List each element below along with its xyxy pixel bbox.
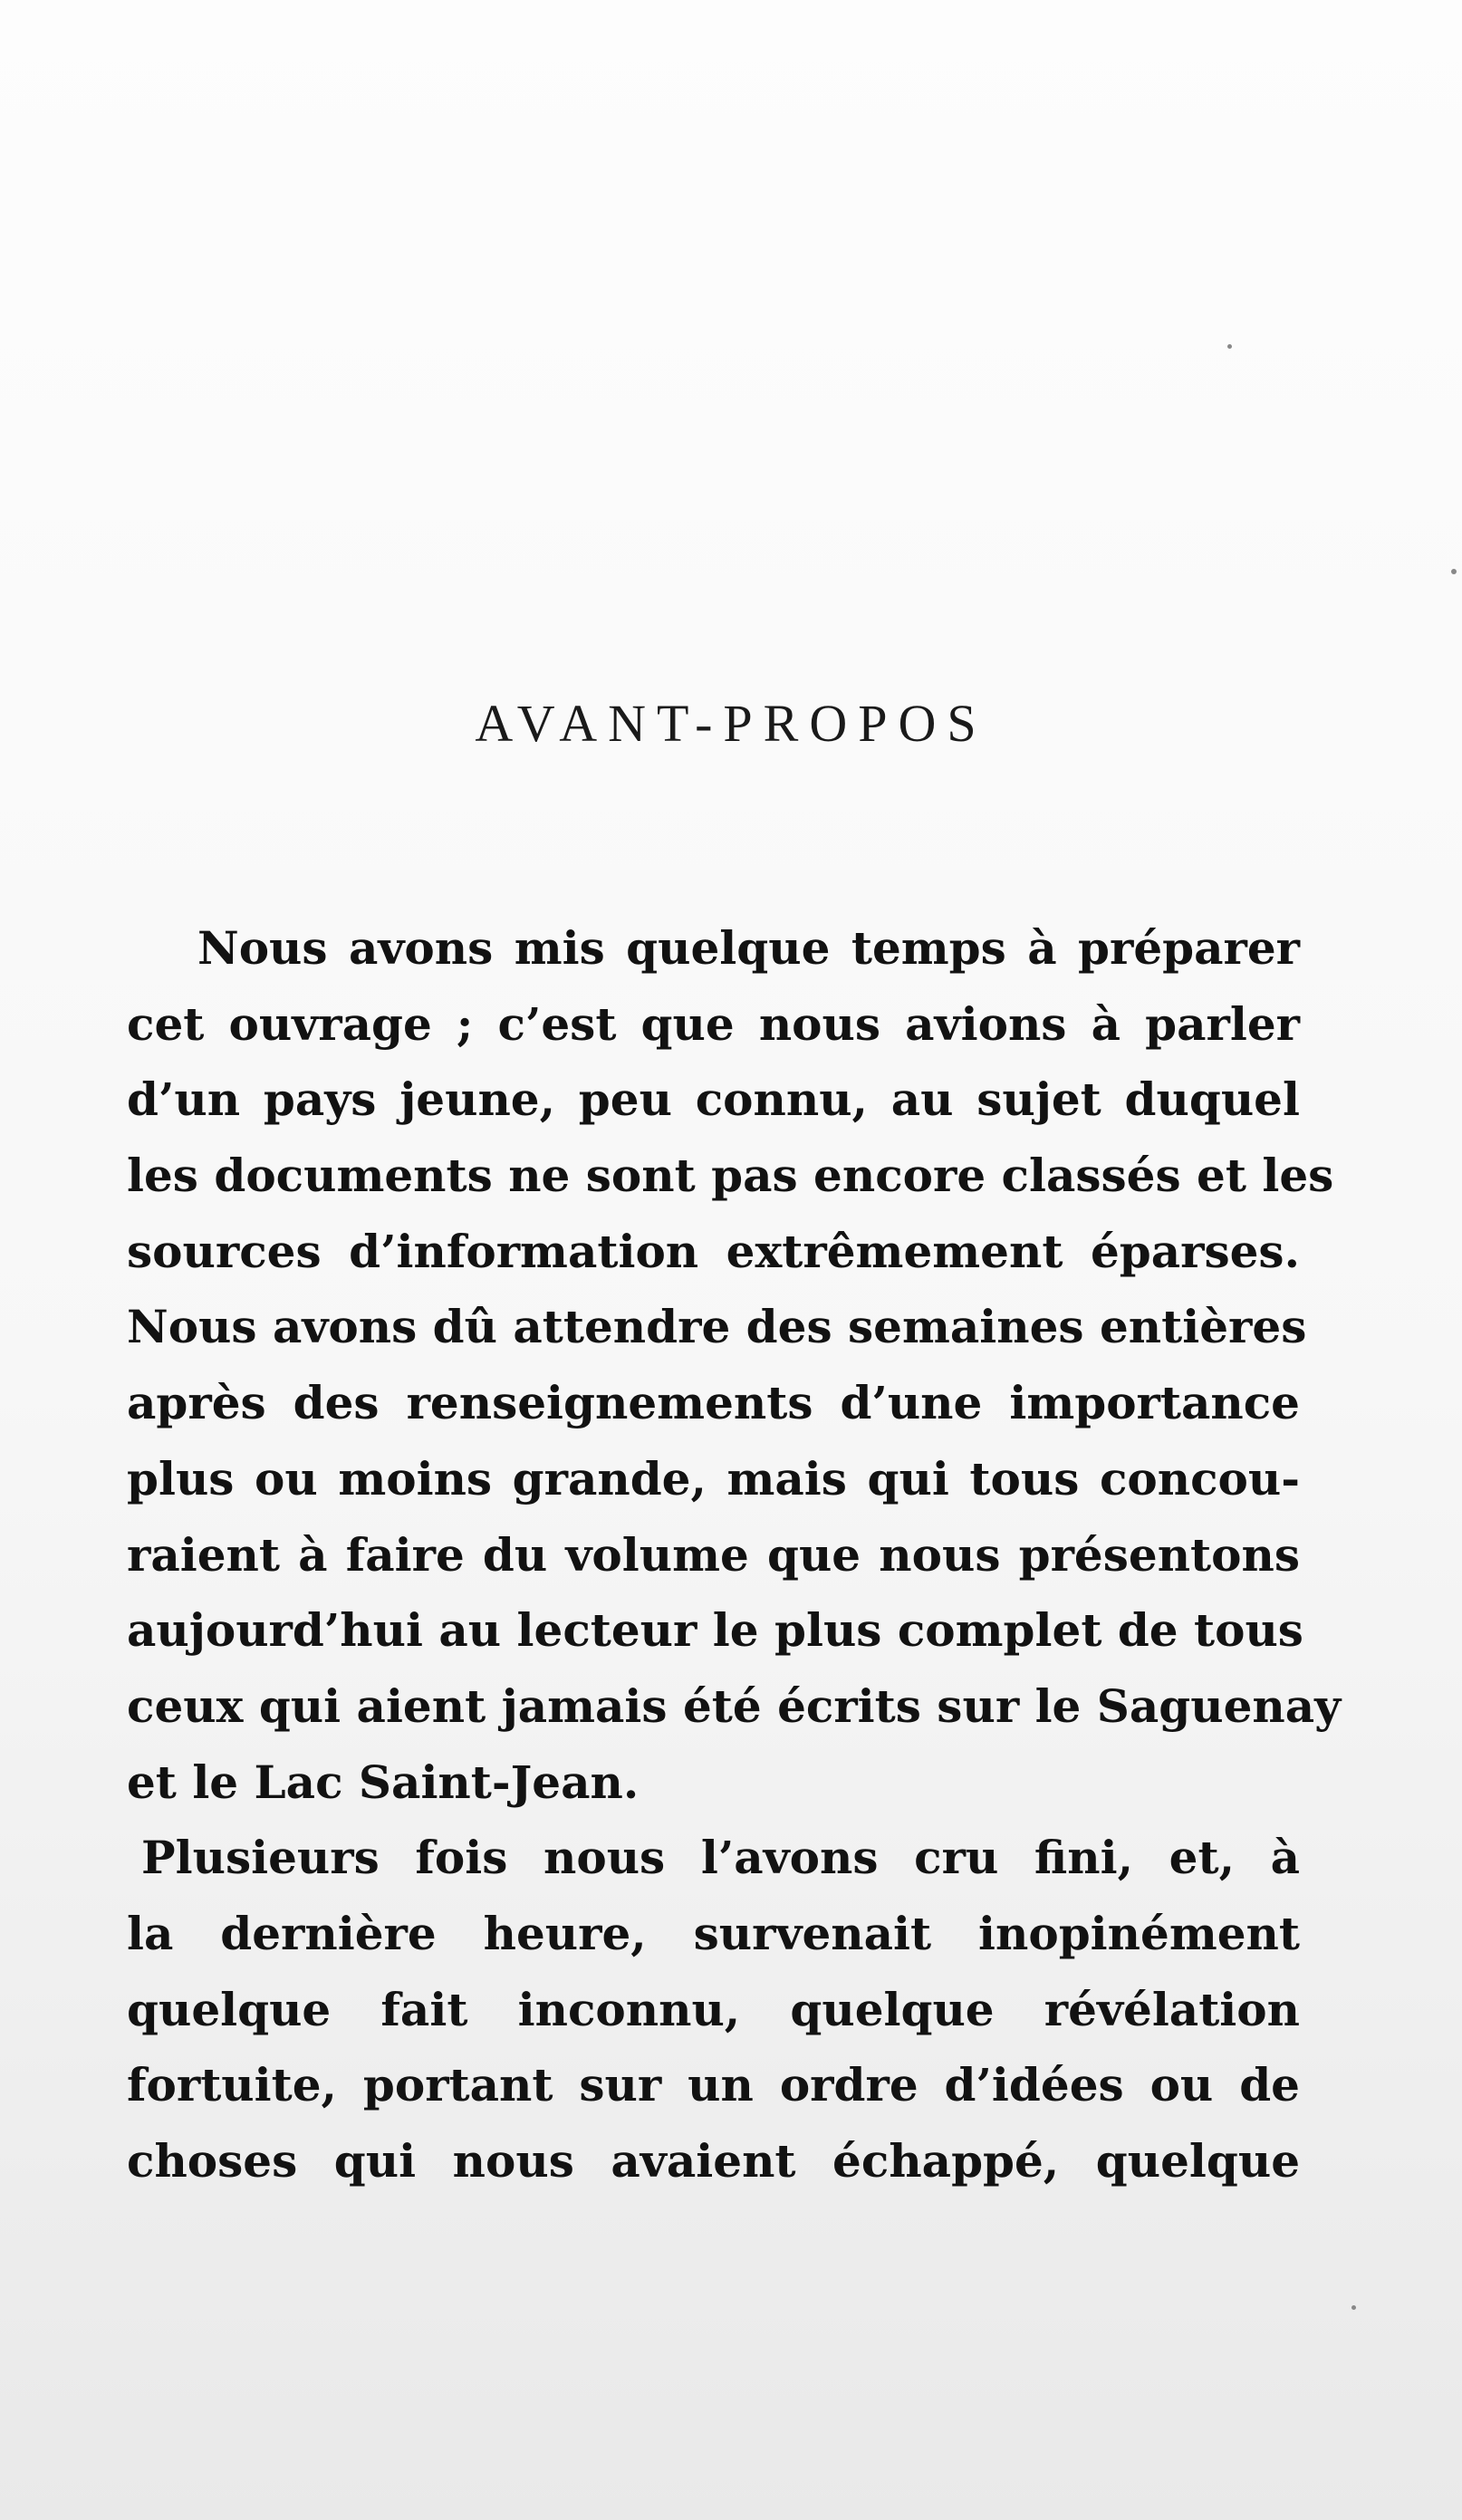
text-line: sources d’information extrêmement éparses. bbox=[127, 1224, 1300, 1278]
text-line: après des renseignements d’une importance bbox=[127, 1376, 1300, 1430]
paper-speck bbox=[1227, 344, 1232, 349]
text-line: Nous avons dû attendre des semaines entières bbox=[127, 1300, 1307, 1354]
text-line: d’un pays jeune, peu connu, au sujet duquel bbox=[127, 1072, 1300, 1127]
text-line: la dernière heure, survenait inopinément bbox=[127, 1906, 1300, 1960]
text-line: raient à faire du volume que nous présentons bbox=[127, 1527, 1300, 1582]
text-line: choses qui nous avaient échappé, quelque bbox=[127, 2134, 1300, 2188]
text-line: Nous avons mis quelque temps à préparer bbox=[197, 921, 1300, 975]
paper-speck bbox=[1451, 569, 1457, 574]
text-line: cet ouvrage ; c’est que nous avions à parler bbox=[127, 996, 1300, 1051]
text-line: plus ou moins grande, mais qui tous concou- bbox=[127, 1451, 1300, 1505]
page-title: AVANT-PROPOS bbox=[475, 694, 987, 753]
text-line: fortuite, portant sur un ordre d’idées ou de bbox=[127, 2058, 1300, 2112]
body-text bbox=[127, 910, 1342, 2199]
text-line: Plusieurs fois nous l’avons cru fini, et, à bbox=[141, 1831, 1300, 1885]
text-line: les documents ne sont pas encore classés et les bbox=[127, 1149, 1334, 1203]
paper-speck bbox=[1351, 2305, 1356, 2310]
text-line: aujourd’hui au lecteur le plus complet de tous bbox=[127, 1603, 1303, 1658]
text-line: quelque fait inconnu, quelque révélation bbox=[127, 1982, 1300, 2036]
text-line: ceux qui aient jamais été écrits sur le Saguenay bbox=[127, 1678, 1342, 1733]
text-line: et le Lac Saint-Jean. bbox=[127, 1755, 640, 1809]
